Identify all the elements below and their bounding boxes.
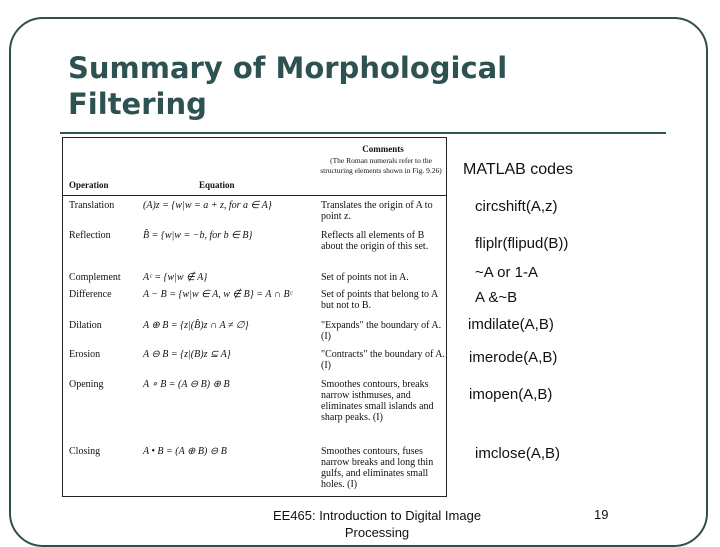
row-operation: Complement [69,272,121,283]
row-equation: A ∘ B = (A ⊖ B) ⊕ B [143,379,230,390]
row-comment: Set of points that belong to A but not to B. [321,289,438,311]
row-operation: Opening [69,379,104,390]
matlab-code-complement: ~A or 1-A [475,264,538,281]
matlab-code-erosion: imerode(A,B) [469,349,558,366]
row-comment: Reflects all elements of B about the origin of this set. [321,230,429,252]
row-operation: Translation [69,200,115,211]
row-comment: Smoothes contours, fuses narrow breaks and long thin gulfs, and eliminates small holes. (I) [321,446,434,490]
row-equation: A • B = (A ⊕ B) ⊖ B [143,446,227,457]
row-comment: "Contracts" the boundary of A. (I) [321,349,445,371]
row-comment: Translates the origin of A to point z. [321,200,433,222]
row-comment: Smoothes contours, breaks narrow isthmuses, and eliminates small islands and sharp peaks. (I) [321,379,434,423]
row-comment: Set of points not in A. [321,272,409,283]
row-equation: A − B = {w|w ∈ A, w ∉ B} = A ∩ Bᶜ [143,289,293,300]
header-equation: Equation [199,180,235,190]
row-equation: A ⊖ B = {z|(B)z ⊆ A} [143,349,231,360]
morphology-table [62,137,447,497]
matlab-code-reflection: fliplr(flipud(B)) [475,235,569,252]
matlab-code-dilation: imdilate(A,B) [468,316,554,333]
header-divider [63,195,446,196]
row-equation: B̂ = {w|w = −b, for b ∈ B} [143,230,253,241]
row-operation: Reflection [69,230,111,241]
row-operation: Difference [69,289,112,300]
row-operation: Erosion [69,349,101,360]
matlab-code-difference: A &~B [475,289,518,306]
header-comments-note: (The Roman numerals refer to the structuring elements shown in Fig. 9.26) [320,156,442,175]
row-operation: Closing [69,446,101,457]
slide-footer: EE465: Introduction to Digital Image Processing [272,508,482,540]
matlab-code-opening: imopen(A,B) [469,386,553,403]
row-comment: "Expands" the boundary of A. (I) [321,320,442,342]
row-equation: (A)z = {w|w = a + z, for a ∈ A} [143,200,272,211]
matlab-code-translation: circshift(A,z) [475,198,558,215]
slide-title: Summary of Morphological Filtering [68,51,508,121]
title-underline [60,132,666,134]
row-operation: Dilation [69,320,102,331]
matlab-code-closing: imclose(A,B) [475,445,561,462]
row-equation: Aᶜ = {w|w ∉ A} [143,272,208,283]
matlab-codes-heading: MATLAB codes [463,161,573,178]
header-operation: Operation [69,180,109,190]
page-number: 19 [594,507,609,522]
row-equation: A ⊕ B = {z|(B̂)z ∩ A ≠ ∅} [143,320,249,331]
header-comments: Comments [362,144,404,154]
